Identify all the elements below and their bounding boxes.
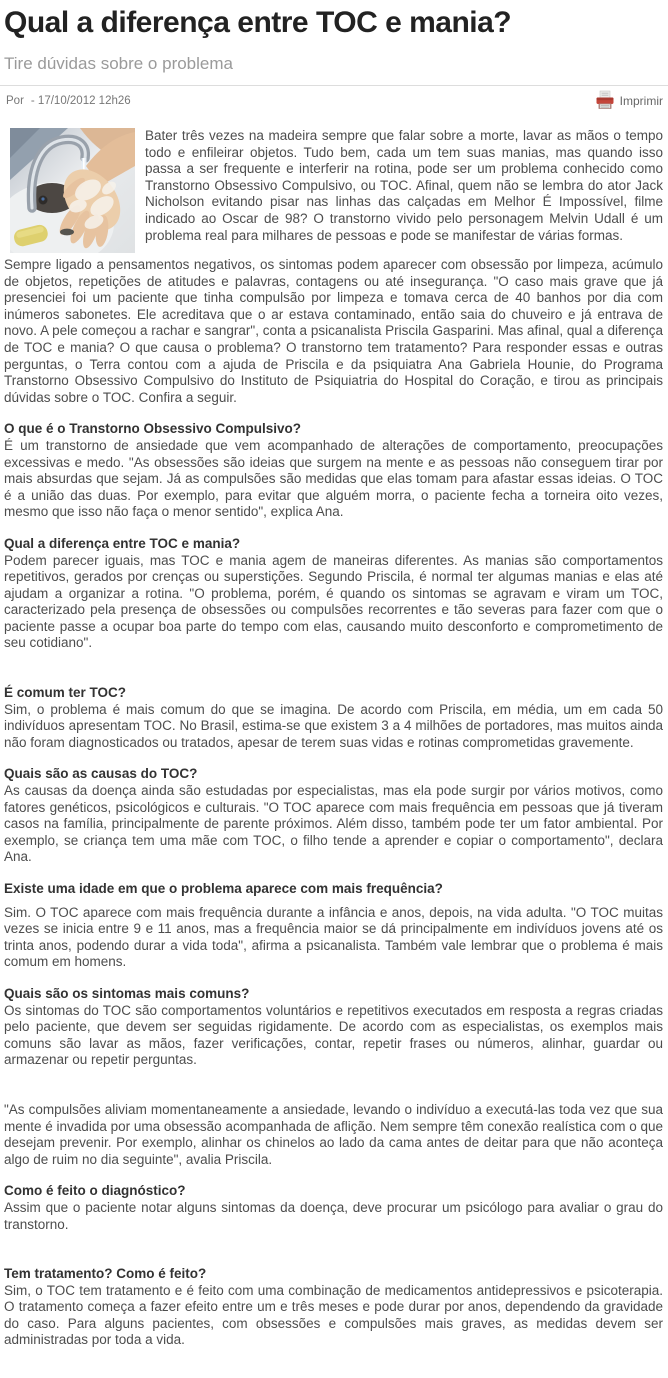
intro-paragraph: Sempre ligado a pensamentos negativos, os sintomas podem aparecer com obsessão por limpeza, acúmulo de objetos, repetições de atitudes e palavras, contagens ou até insegurança. "O caso mais grave que já presenciei foi um paciente que tinha compulsão por limpeza e tomava cerca de 40 banhos por dia com inúmeros sabonetes. Ele acreditava que o ar estava contaminado, então saia do chuveiro e já entrava de novo. A pele começou a rachar e sangrar", conta a psicanalista Priscila Gasparini. Mas afinal, qual a diferença de TOC e mania? O que causa o problema? O transtorno tem tratamento? Para responder essas e outras perguntas, o Terra contou com a ajuda de Priscila e da psiquiatra Ana Gabriela Hounie, do Programa Transtorno Obsessivo Compulsivo do Instituto de Psiquiatria do Hospital do Coração, e tirou as principais dúvidas sobre o TOC. Confira a seguir. <box>4 257 663 405</box>
section-heading: O que é o Transtorno Obsessivo Compulsivo? <box>4 421 302 437</box>
section-what-is-toc <box>4 421 663 521</box>
byline <box>4 95 131 107</box>
section-heading: Quais são as causas do TOC? <box>4 766 198 782</box>
section-toc-treatment <box>4 1266 663 1349</box>
section-body: Os sintomas do TOC são comportamentos voluntários e repetitivos executados em resposta a regras criadas pelo paciente, que devem ser seguidas rigidamente. De acordo com as especialistas, os exemplos mais comuns são lavar as mãos, fazer verificações, contar, repetir frases ou números, alinhar, guardar ou armazenar ou repetir perguntas. <box>4 1002 663 1068</box>
section-body: Assim que o paciente notar alguns sintomas da doença, deve procurar um psicólogo para avaliar o grau do transtorno. <box>4 1199 663 1232</box>
printer-icon <box>595 90 615 111</box>
print-label: Imprimir <box>619 93 663 108</box>
section-difference-toc-mania <box>4 536 663 652</box>
section-heading: Existe uma idade em que o problema aparece com mais frequência? <box>4 881 443 896</box>
section-heading: Quais são os sintomas mais comuns? <box>4 985 250 1001</box>
section-body: Sim, o TOC tem tratamento e é feito com uma combinação de medicamentos antidepressivos e psicoterapia. O tratamento começa a fazer efeito entre um e três meses e pode durar por anos, dependendo da gravidade do caso. Para alguns pacientes, com obsessões e compulsões mais graves, as medidas devem ser administradas por toda a vida. <box>4 1282 663 1348</box>
section-toc-age <box>4 881 663 971</box>
print-button[interactable] <box>595 90 663 111</box>
section-body: Sim. O TOC aparece com mais frequência durante a infância e anos, depois, na vida adulta. "O TOC muitas vezes se inicia entre 9 e 11 anos, mas a frequência maior se dá principalmente em indivíduos jovens até os trinta anos, podendo durar a vida toda", afirma a psicanalista. Também vale lembrar que o problema é mais comum em homens. <box>4 904 663 970</box>
quote-paragraph: "As compulsões aliviam momentaneamente a ansiedade, levando o indivíduo a executá-las toda vez que sua mente é invadida por uma obsessão acompanhada de aflição. Nem sempre têm conexão realística com o que desejam prevenir. Por exemplo, alinhar os chinelos ao lado da cama antes de deitar para que não aconteça algo de ruim no dia seguinte", avalia Priscila. <box>4 1101 663 1167</box>
section-heading: Como é feito o diagnóstico? <box>4 1183 186 1199</box>
section-toc-symptoms <box>4 986 663 1069</box>
page-title: Qual a diferença entre TOC e mania? <box>4 6 512 39</box>
byline-author-prefix: Por <box>6 94 24 107</box>
section-heading: É comum ter TOC? <box>4 685 127 701</box>
article-content <box>4 128 663 1349</box>
section-body: Podem parecer iguais, mas TOC e mania agem de maneiras diferentes. As manias são comportamentos repetitivos, gerados por crenças ou superstições. Segundo Priscila, é normal ter algumas manias e elas até ajudam a organizar a rotina. "O problema, porém, é quando os sintomas se agravam e viram um TOC, caracterizado pela presença de obsessões ou compulsões recorrentes e tão severas para fazer com que o paciente passe a ocupar boa parte do tempo com elas, causando muito desconforto e comprometimento de seu cotidiano". <box>4 552 663 651</box>
section-is-toc-common <box>4 685 663 751</box>
section-toc-diagnosis <box>4 1183 663 1233</box>
header-divider <box>0 85 668 86</box>
section-body: Sim, o problema é mais comum do que se imagina. De acordo com Priscila, em média, um em cada 50 indivíduos apresentam TOC. No Brasil, estima-se que existem 3 a 4 milhões de portadores, mas muitos ainda não foram diagnosticados ou tratados, apesar de terem suas vidas e rotinas comprometidas gravemente. <box>4 701 663 750</box>
section-body: É um transtorno de ansiedade que vem acompanhado de alterações de comportamento, preocupações excessivas e medo. "As obsessões são ideias que surgem na mente e as pessoas não conseguem tirar por mais absurdas que sejam. Já as compulsões são medidas que elas tomam para afastar essas ideias. O TOC é a união das duas. Por exemplo, para evitar que alguém morra, o paciente fecha a torneira oito vezes, mesmo que isso não faça o menor sentido", explica Ana. <box>4 437 663 520</box>
lead-text: Bater três vezes na madeira sempre que falar sobre a morte, lavar as mãos o tempo todo e enfileirar objetos. Tudo bem, cada um tem suas manias, mas quando isso passa a ser frequente e interferir na rotina, pode ser um problema conhecido como Transtorno Obsessivo Compulsivo, ou TOC. Afinal, quem não se lembra do ator Jack Nicholson evitando pisar nas linhas das calçadas em Melhor É Impossível, filme indicado ao Oscar de 98? O transtorno vivido pelo personagem Melvin Udall é um problema real para milhares de pessoas e pode se manifestar de várias formas. <box>145 128 663 243</box>
section-heading: Tem tratamento? Como é feito? <box>4 1266 207 1282</box>
hand-washing-photo <box>10 128 135 253</box>
byline-row <box>4 89 663 112</box>
byline-date: - 17/10/2012 12h26 <box>30 94 131 107</box>
section-heading: Qual a diferença entre TOC e mania? <box>4 535 241 551</box>
section-body: As causas da doença ainda são estudadas por especialistas, mas ela pode surgir por vários motivos, como fatores genéticos, psicológicos e culturais. "O TOC aparece com mais frequência em pessoas que já tiveram casos na família, principalmente de parente próximos. Além disso, também pode ter um fator ambiental. Por exemplo, se criança tem uma mãe com TOC, o filho tende a aprender e copiar o comportamento", declara Ana. <box>4 783 663 865</box>
section-toc-causes <box>4 766 663 866</box>
page-subtitle: Tire dúvidas sobre o problema <box>4 54 233 73</box>
lead-paragraph <box>4 128 663 257</box>
